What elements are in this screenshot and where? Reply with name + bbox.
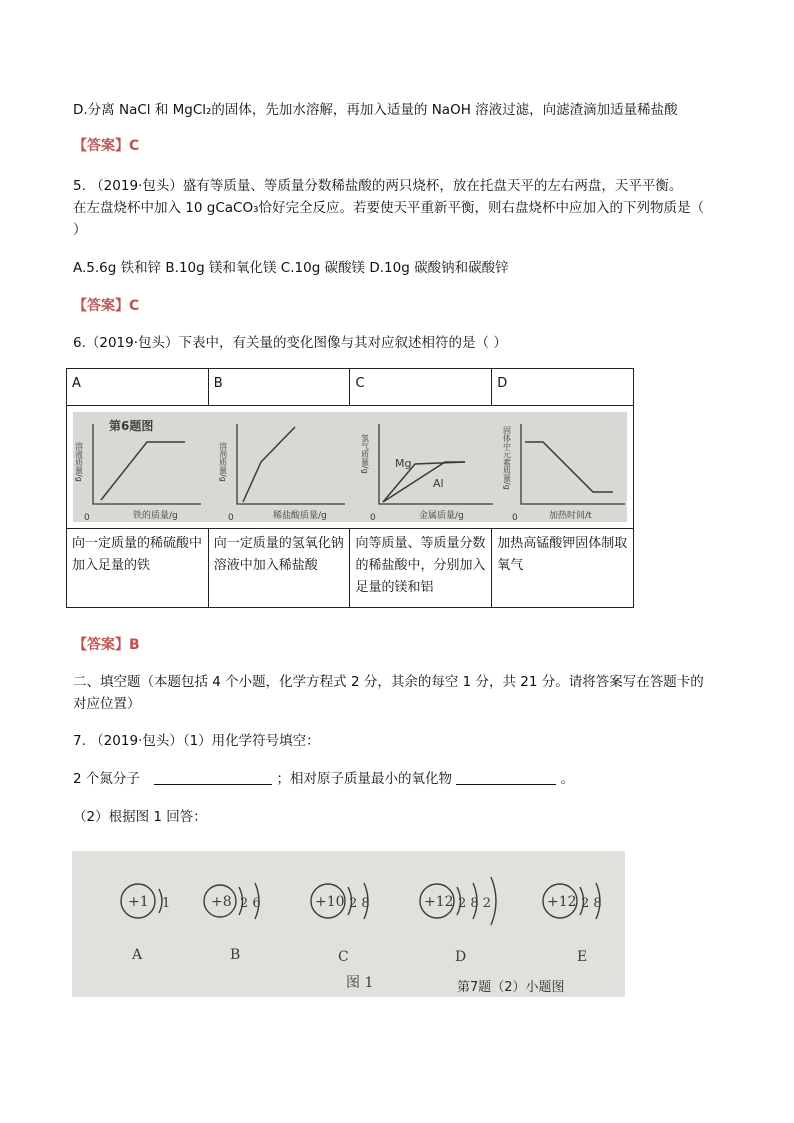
section2-line-2: 对应位置） [73,696,141,712]
answer-label: 【答案】C [73,138,140,154]
answer-blank-2[interactable] [456,770,556,785]
col-header-a: A [67,369,209,406]
desc-d: 加热高锰酸钾固体制取氧气 [492,529,634,608]
q6-table [66,368,634,608]
origin-c: 0 [370,513,376,522]
graph-a-line [101,442,185,500]
q7-blank-line [73,769,574,789]
atom-e-electrons: 2 8 [581,896,602,911]
graph-c-ylabel: 氢气质量/g [360,434,370,474]
figure-1-caption: 图 1 [346,975,374,991]
figure-caption: 第6题图 [109,419,154,433]
atom-a-label: A [132,947,143,963]
atom-c-label: C [338,949,349,965]
answer-blank-1[interactable] [154,770,272,785]
q7-stem: 7. （2019·包头）（1）用化学符号填空： [73,733,320,749]
figure-1-photo [72,851,625,997]
atom-d-shell-3 [491,877,496,925]
col-header-b: B [208,369,350,406]
atom-e-label: E [577,949,588,965]
graph-d-ylabel: 固体中元素质量/g [502,426,512,490]
atom-b-label: B [230,947,241,963]
q5-line-1: 5. （2019·包头）盛有等质量、等质量分数稀盐酸的两只烧杯，放在托盘天平的左右两盘，天平平衡。 [73,178,683,194]
graph-d-line [525,442,613,492]
atom-d-label: D [455,949,467,965]
atom-e-nucleus-text: +12 [547,894,577,910]
answer-label: 【答案】C [73,298,140,314]
graph-b-axes [237,424,345,504]
atom-c-nucleus-text: +10 [315,894,345,910]
atom-a-nucleus-text: +1 [128,894,149,910]
graph-a-ylabel: 溶液质量/g [74,442,84,482]
q6-stem: 6.（2019·包头）下表中，有关量的变化图像与其对应叙述相符的是（ ） [73,335,507,351]
q7-blank-b-label: ；相对原子质量最小的氧化物 [276,771,452,787]
desc-b: 向一定质量的氢氧化钠溶液中加入稀盐酸 [208,529,350,608]
origin-a: 0 [84,513,90,522]
atom-b-nucleus-text: +8 [211,894,232,910]
graph-strip [67,406,634,529]
q6-graphs-svg [73,412,627,522]
desc-a: 向一定质量的稀硫酸中加入足量的铁 [67,529,209,608]
figure-1-subcaption: 第7题（2）小题图 [457,980,565,995]
origin-d: 0 [512,513,518,522]
figure-1-svg [72,851,625,997]
graph-b-ylabel: 溶剂质量/g [218,442,228,482]
atom-d-nucleus-text: +12 [424,894,454,910]
atom-d-electrons: 2 8 2 [458,896,492,911]
q5-line-3: ） [73,222,87,238]
answer-label: 【答案】B [73,637,140,653]
graph-d-xlabel: 加热时间/t [549,511,592,521]
q6-figure-photo [73,412,627,522]
atom-b-electrons: 2 6 [240,896,261,911]
atom-c-electrons: 2 8 [349,896,370,911]
graph-c-al-label: Al [433,477,444,490]
q5-options: A.5.6g 铁和锌 B.10g 镁和氧化镁 C.10g 碳酸镁 D.10g 碳酸钠和碳酸锌 [73,260,509,276]
graph-c-mg-label: Mg [395,457,412,470]
q5-line-2: 在左盘烧杯中加入 10 gCaCO₃恰好完全反应。若要使天平重新平衡，则右盘烧杯中应加入的下列物质是（ [73,200,704,216]
option-d-text: D.分离 NaCl 和 MgCl₂的固体，先加水溶解，再加入适量的 NaOH 溶液过滤，向滤渣滴加适量稀盐酸 [73,102,678,118]
q7-blank-end: 。 [560,771,575,787]
graph-b-xlabel: 稀盐酸质量/g [273,511,327,521]
q7-sub2: （2）根据图 1 回答： [73,809,207,825]
graph-b-line [243,427,295,502]
atom-a-electrons: 1 [162,896,171,911]
q7-blank-a-label: 2 个氮分子 [73,771,140,787]
origin-b: 0 [228,513,234,522]
graph-a-axes [93,424,201,504]
col-header-d: D [492,369,634,406]
graph-c-xlabel: 金属质量/g [419,511,464,521]
col-header-c: C [350,369,492,406]
graph-a-xlabel: 铁的质量/g [133,511,178,521]
desc-c: 向等质量、等质量分数的稀盐酸中，分别加入足量的镁和铝 [350,529,492,608]
section2-line-1: 二、填空题（本题包括 4 个小题，化学方程式 2 分，其余的每空 1 分，共 21 分。请将答案写在答题卡的 [73,674,704,690]
